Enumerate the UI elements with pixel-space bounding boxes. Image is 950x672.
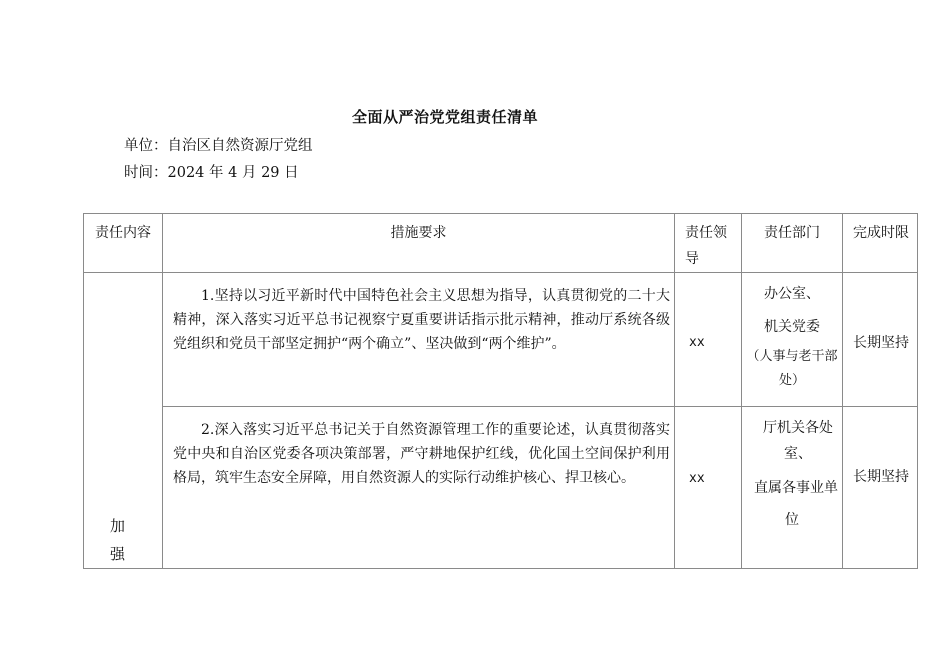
leader-cell: xx <box>675 273 742 407</box>
header-deadline: 完成时限 <box>843 214 918 273</box>
department-line: 机关党委 <box>764 319 820 335</box>
table-row <box>84 273 918 407</box>
category-char: 强 <box>110 545 126 563</box>
deadline-cell: 长期坚持 <box>843 407 918 569</box>
department-line: 直属各事业单 <box>754 480 838 496</box>
category-cell <box>84 273 163 569</box>
table-row <box>84 407 918 569</box>
deadline-cell: 长期坚持 <box>843 273 918 407</box>
department-line: 厅机关各处室、 <box>763 420 833 462</box>
leader-cell: xx <box>675 407 742 569</box>
header-content: 责任内容 <box>84 214 163 273</box>
department-line: 办公室、 <box>764 286 820 302</box>
unit-label: 单位：自治区自然资源厅党组 <box>124 138 313 154</box>
measure-cell: 2.深入落实习近平总书记关于自然资源管理工作的重要论述，认真贯彻落实党中央和自治区党委各项决策部署，严守耕地保护红线，优化国土空间保护利用格局，筑牢生态安全屏障，用自然资源人的实际行动维护核心、捍卫核心。 <box>163 407 675 569</box>
date-label: 时间：2024 年 4 月 29 日 <box>124 165 299 181</box>
department-line: （人事与老干部处） <box>746 349 838 388</box>
department-cell <box>742 273 843 407</box>
responsibility-table <box>83 213 918 569</box>
document-title: 全面从严治党党组责任清单 <box>351 108 538 126</box>
header-measures: 措施要求 <box>163 214 675 273</box>
header-department: 责任部门 <box>742 214 843 273</box>
department-cell <box>742 407 843 569</box>
category-char: 加 <box>110 517 126 535</box>
measure-cell: 1.坚持以习近平新时代中国特色社会主义思想为指导，认真贯彻党的二十大精神，深入落实习近平总书记视察宁夏重要讲话指示批示精神，推动厅系统各级党组织和党员干部坚定拥护“两个确立”、坚决做到“两个维护”。 <box>163 273 675 407</box>
table-header-row <box>84 214 918 273</box>
header-leader: 责任领导 <box>675 214 742 273</box>
department-line: 位 <box>785 512 799 528</box>
